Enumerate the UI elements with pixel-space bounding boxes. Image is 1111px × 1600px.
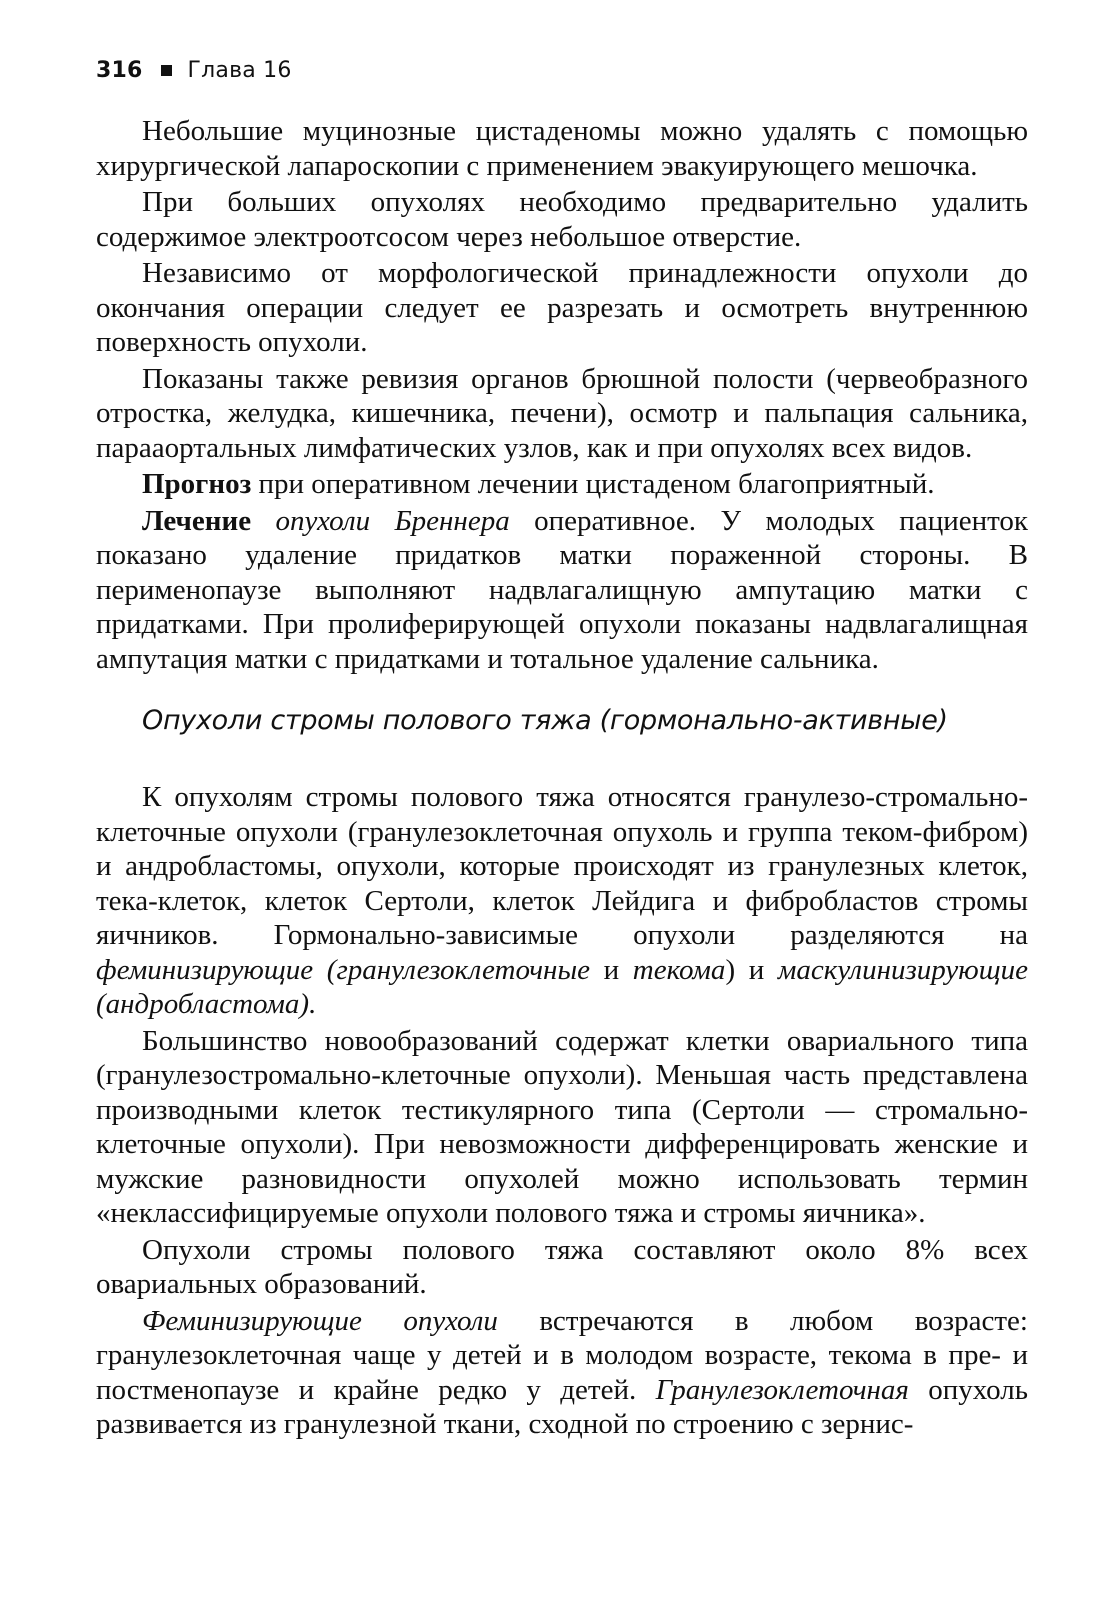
italic-term: Гранулезоклеточная: [655, 1373, 909, 1406]
square-bullet-icon: [161, 65, 172, 76]
chapter-title: Глава 16: [187, 58, 292, 83]
paragraph: [96, 1304, 1028, 1442]
prognosis-paragraph: [96, 467, 1028, 502]
italic-term: Феминизирующие опухоли: [142, 1304, 498, 1337]
paragraph: Независимо от морфологической принадлежности опухоли до окончания операции следует ее разрезать и осмотреть внутреннюю поверхность опухоли.: [96, 257, 1028, 358]
italic-term: маскулинизирующие (андробластома).: [96, 953, 1028, 1020]
paragraph-text: оперативное. У молодых пациенток показано удаление придатков матки пораженной стороны. В перименопаузе выполняют надвлагалищную ампутацию матки с придатками. При пролиферирующей опухоли показаны надвлагалищная ампутация матки с придатками и тотальное удаление сальника.: [96, 504, 1029, 675]
paragraph: Небольшие муцинозные цистаденомы можно удалять с помощью хирургической лапароскопии с применением эвакуирующего мешочка.: [96, 115, 1028, 182]
paragraph: При больших опухолях необходимо предварительно удалить содержимое электроотсосом через небольшое отверстие.: [96, 186, 1028, 253]
prognosis-term: Прогноз: [142, 468, 252, 500]
section-heading: Опухоли стромы полового тяжа (гормонально-активные): [142, 705, 948, 736]
paragraph-text: опухоль развивается из гранулезной ткани, сходной по строению с зернис-: [96, 1373, 1029, 1440]
paragraph-text: встречаются в любом возрасте: гранулезоклеточная чаще у детей и в молодом возрасте, текома в пре- и постменопаузе и крайне редко у детей.: [96, 1304, 1028, 1406]
paragraph: [96, 780, 1028, 1022]
paragraph-text: К опухолям стромы полового тяжа относятся гранулезо-стромально-клеточные опухоли (гранулезоклеточная опухоль и группа теком-фибром) и андробластомы, опухоли, которые происходят из гранулезных клеток, тека-клеток, клеток Сертоли, клеток Лейдига и фибробластов стромы яичников. Гормонально-зависимые опухоли разделяются на: [96, 781, 1028, 951]
paragraph-text: и: [589, 953, 633, 986]
paragraph: Показаны также ревизия органов брюшной полости (червеобразного отростка, желудка, кишечника, печени), осмотр и пальпация сальника, парааортальных лимфатических узлов, как и при опухолях всех видов.: [96, 362, 1028, 464]
paragraph: Опухоли стромы полового тяжа составляют около 8% всех овариальных образований.: [96, 1233, 1028, 1300]
paragraph: Большинство новообразований содержат клетки овариального типа (гранулезостромально-клеточные опухоли). Меньшая часть представлена производными клеток тестикулярного типа (Сертоли — стромально-клеточные опухоли). При невозможности дифференцировать женские и мужские разновидности опухолей можно использовать термин «неклассифицируемые опухоли полового тяжа и стромы яичника».: [96, 1024, 1028, 1229]
page-number: 316: [96, 58, 143, 83]
italic-term: опухоли Бреннера: [275, 504, 510, 537]
running-header: [96, 58, 292, 83]
body-text: [96, 114, 1028, 1444]
paragraph-text: ) и: [725, 953, 778, 986]
italic-term: текома: [632, 953, 726, 986]
treatment-paragraph: [96, 504, 1028, 677]
italic-term: феминизирующие (гранулезоклеточные: [96, 953, 590, 986]
paragraph-text: при оперативном лечении цистаденом благоприятный.: [251, 468, 935, 500]
treatment-term: Лечение: [142, 504, 252, 537]
